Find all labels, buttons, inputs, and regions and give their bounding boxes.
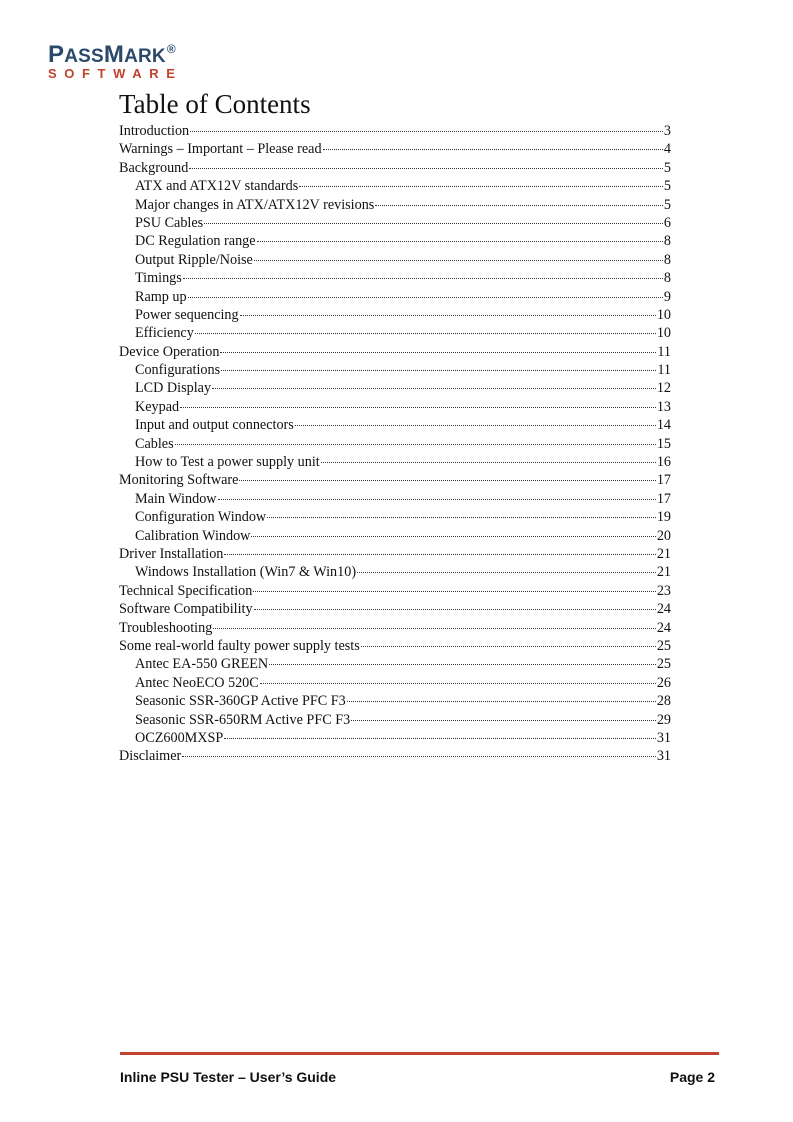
toc-entry-label: LCD Display [135,380,212,397]
toc-entry[interactable] [119,361,671,379]
toc-entry-page: 29 [656,711,671,728]
toc-entry[interactable] [119,435,671,453]
toc-entry-label: Keypad [135,398,180,415]
toc-entry-page: 25 [656,656,671,673]
toc-entry-page: 13 [656,398,671,415]
toc-entry-label: PSU Cables [135,214,204,231]
toc-entry-page: 20 [656,527,671,544]
dot-leader [257,241,663,242]
toc-entry-label: OCZ600MXSP [135,729,224,746]
dot-leader [254,609,656,610]
toc-entry-label: Some real-world faulty power supply tests [119,637,360,654]
toc-entry-label: Antec NeoECO 520C [135,674,259,691]
toc-entry[interactable] [119,582,671,600]
toc-entry-page: 26 [656,674,671,691]
toc-entry-page: 5 [663,196,671,213]
dot-leader [240,315,656,316]
toc-entry[interactable] [119,619,671,637]
toc-entry[interactable] [119,140,671,158]
toc-entry[interactable] [119,324,671,342]
toc-entry-page: 15 [656,435,671,452]
toc-entry-page: 11 [657,362,671,379]
toc-entry[interactable] [119,490,671,508]
toc-entry-label: Major changes in ATX/ATX12V revisions [135,196,375,213]
toc-entry-page: 17 [656,490,671,507]
toc-entry[interactable] [119,711,671,729]
toc-entry[interactable] [119,545,671,563]
dot-leader [190,131,663,132]
dot-leader [183,278,663,279]
toc-entry-page: 19 [656,509,671,526]
toc-entry-label: DC Regulation range [135,233,256,250]
toc-entry-page: 3 [663,123,671,139]
toc-entry[interactable] [119,177,671,195]
toc-entry[interactable] [119,379,671,397]
dot-leader [260,683,656,684]
toc-entry-label: Troubleshooting [119,619,213,636]
toc-entry[interactable] [119,674,671,692]
dot-leader [195,333,656,334]
toc-entry-page: 17 [656,472,671,489]
dot-leader [323,149,663,150]
toc-entry[interactable] [119,637,671,655]
dot-leader [357,572,656,573]
toc-entry-page: 11 [657,343,671,360]
toc-entry-label: Background [119,159,189,176]
dot-leader [351,720,656,721]
toc-entry[interactable] [119,398,671,416]
toc-entry-page: 8 [663,251,671,268]
toc-entry-page: 14 [656,417,671,434]
table-of-contents [119,122,671,766]
toc-entry-label: Cables [135,435,174,452]
dot-leader [375,205,663,206]
toc-entry-page: 6 [663,214,671,231]
dot-leader [212,388,656,389]
toc-entry[interactable] [119,232,671,250]
toc-entry[interactable] [119,251,671,269]
toc-entry-label: Timings [135,270,182,287]
toc-entry-page: 4 [663,141,671,158]
toc-entry-label: Warnings – Important – Please read [119,141,322,158]
toc-entry-page: 21 [656,545,671,562]
dot-leader [295,425,656,426]
toc-entry-label: Introduction [119,123,190,139]
toc-entry[interactable] [119,453,671,471]
toc-entry-label: Configurations [135,362,221,379]
dot-leader [253,591,655,592]
dot-leader [213,628,656,629]
logo-subtitle: SOFTWARE [48,66,183,81]
toc-entry-label: Configuration Window [135,509,267,526]
toc-entry[interactable] [119,729,671,747]
dot-leader [189,168,663,169]
logo-wordmark: PASSMARK® [48,41,176,68]
toc-entry-label: Power sequencing [135,306,239,323]
toc-entry-page: 10 [656,306,671,323]
toc-entry-label: Technical Specification [119,582,253,599]
dot-leader [361,646,656,647]
page-title: Table of Contents [119,89,311,119]
toc-entry-label: Seasonic SSR-650RM Active PFC F3 [135,711,351,728]
dot-leader [347,701,656,702]
toc-entry-page: 9 [663,288,671,305]
dot-leader [251,536,655,537]
toc-entry[interactable] [119,655,671,673]
footer-page-number: Page 2 [669,1069,715,1085]
dot-leader [180,407,656,408]
toc-entry-label: Monitoring Software [119,472,239,489]
toc-entry-page: 16 [656,454,671,471]
dot-leader [224,554,655,555]
passmark-logo [48,36,218,81]
toc-entry[interactable] [119,214,671,232]
toc-entry-label: Software Compatibility [119,601,253,618]
toc-entry-page: 23 [656,582,671,599]
toc-entry-page: 8 [663,233,671,250]
toc-entry-page: 5 [663,159,671,176]
toc-entry-label: Disclaimer [119,748,182,765]
toc-entry-page: 31 [656,729,671,746]
toc-entry[interactable] [119,269,671,287]
toc-entry-page: 25 [656,637,671,654]
dot-leader [267,517,656,518]
dot-leader [204,223,663,224]
dot-leader [182,756,656,757]
toc-entry[interactable] [119,196,671,214]
toc-entry[interactable] [119,416,671,434]
toc-entry[interactable] [119,563,671,581]
toc-entry[interactable] [119,508,671,526]
footer-doc-title: Inline PSU Tester – User’s Guide [120,1069,337,1085]
toc-entry[interactable] [119,288,671,306]
toc-entry-label: Efficiency [135,325,194,342]
toc-entry-label: Antec EA-550 GREEN [135,656,269,673]
footer-divider [120,1052,719,1055]
toc-entry[interactable] [119,527,671,545]
toc-entry-page: 31 [656,748,671,765]
dot-leader [220,352,656,353]
toc-entry-page: 5 [663,178,671,195]
dot-leader [321,462,656,463]
toc-entry-label: Windows Installation (Win7 & Win10) [135,564,357,581]
dot-leader [175,444,656,445]
dot-leader [224,738,656,739]
toc-entry-label: Input and output connectors [135,417,294,434]
toc-entry[interactable] [119,122,671,140]
toc-entry-page: 24 [656,619,671,636]
toc-entry-label: Seasonic SSR-360GP Active PFC F3 [135,693,346,710]
toc-entry-label: ATX and ATX12V standards [135,178,299,195]
toc-entry-page: 24 [656,601,671,618]
toc-entry-page: 21 [656,564,671,581]
toc-entry-label: Ramp up [135,288,187,305]
toc-entry-label: Output Ripple/Noise [135,251,253,268]
toc-entry-label: How to Test a power supply unit [135,454,320,471]
toc-entry-page: 12 [656,380,671,397]
toc-entry-label: Main Window [135,490,217,507]
toc-entry[interactable] [119,471,671,489]
toc-entry-label: Driver Installation [119,545,224,562]
dot-leader [299,186,663,187]
dot-leader [218,499,656,500]
toc-entry[interactable] [119,600,671,618]
dot-leader [254,260,663,261]
toc-entry-label: Device Operation [119,343,220,360]
dot-leader [269,664,656,665]
toc-entry[interactable] [119,306,671,324]
toc-entry[interactable] [119,343,671,361]
toc-entry-page: 10 [656,325,671,342]
toc-entry-page: 28 [656,693,671,710]
dot-leader [221,370,656,371]
toc-entry-page: 8 [663,270,671,287]
toc-entry[interactable] [119,747,671,765]
dot-leader [188,297,663,298]
toc-entry[interactable] [119,159,671,177]
toc-entry[interactable] [119,692,671,710]
toc-entry-label: Calibration Window [135,527,251,544]
dot-leader [239,480,655,481]
